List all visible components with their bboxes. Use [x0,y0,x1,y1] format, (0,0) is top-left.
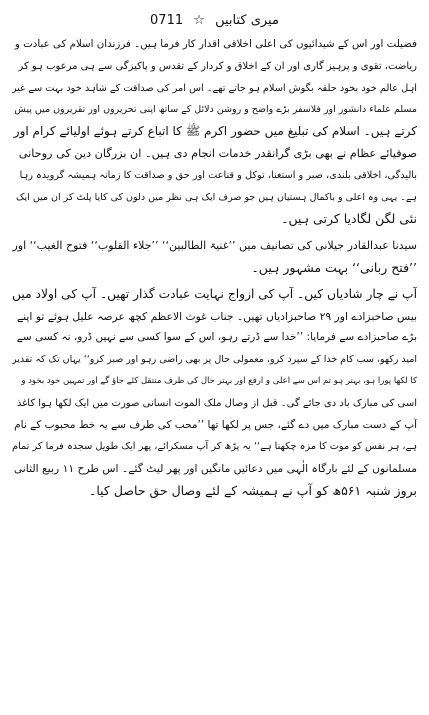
header-title: میری کتابیں [215,13,279,28]
text-line: بڑے صاحبزادے سے فرمایا: ’’خدا سے ڈرتے رہو، اس کے سوا کسی سے نہیں ڈرو، نہ کسی سے [16,331,417,344]
text-line: کرتے ہیں۔ اسلام کی تبلیغ میں حضور اکرم ﷺ کا اتباع کرتے ہوئے اولیائے کرام اور [13,124,417,139]
text-line: سیدنا عبدالقادر جیلانی کی تصانیف میں ’’غنیۃ الطالبین‘‘ ’’جلاء القلوب‘‘ فتوح الغیب‘‘ اور [12,239,417,253]
page-number: 0711 [150,13,184,28]
text-line: مسلم علماء دانشور اور فلاسفر بڑے واضح و روشن دلائل کے ساتھ اپنی تحریروں اور تقریروں میں پیش [14,104,417,116]
text-line: بالیدگی، اخلاقی بلندی، صبر و استغنا، توکل و قناعت اور حق و صداقت کا زمانہ ہمیشہ گرویدہ رہا [19,169,417,181]
star-icon: ☆ [193,13,205,28]
text-line: کا لکھا پورا ہو، بہتر ہو تم اس سے اعلی و ارفع اور بہتر حال کی طرف منتقل کئے جاؤ گے اور تمہیں خود بخود و [21,375,417,386]
text-line: صوفیائے عظام نے بھی بڑی گرانقدر خدمات انجام دی ہیں۔ ان بزرگان دین کی روحانی [18,146,417,160]
text-line: آپ کے دست مبارک میں دے گئے، جس پر لکھا تھا ’’محب کی طرف سے یہ خط محبوب کے نام [14,418,417,431]
text-line: فضیلت اور اس کے شیدائیوں کی اعلی اخلاقی اقدار کار فرما ہیں۔ فرزندان اسلام کی عبادت و [14,38,417,50]
text-line: بروز شنبہ ۵۶۱ھ کو آپ نے ہمیشہ کے لئے وصال حق حاصل کیا۔ [89,482,417,498]
text-line: نئی لگن لگادیا کرتی ہیں۔ [281,211,417,227]
paragraph-1 [12,34,417,230]
text-line: اسی کی مبارک باد دی جائے گی۔ قبل از وصال ملک الموت انسانی صورت میں ایک لکھا ہوا کاغذ [16,397,417,409]
text-line: مسلمانوں کے لئے بارگاہ الٰہی میں دعائیں مانگیں اور پھر لیٹ گئے۔ اس طرح ۱۱ ربیع الثانی [13,462,417,476]
text-line: ہے۔ یہی وہ اعلی و باکمال ہستیاں ہیں جو صرف ایک ہی نظر میں دلوں کی کایا پلٹ کر ان میں ایک [16,191,417,203]
text-line: ’’فتح ربانی‘‘ بہت مشہور ہیں۔ [251,259,417,275]
text-line: ہے، ہر نفس کو موت کا مزہ چکھنا ہے‘‘ یہ پڑھ کر آپ مسکرائے، پھر ایک طویل سجدہ فرما کر تمام [12,441,417,453]
text-line: ریاضت، تقوی و پرہیز گاری اور ان کے اخلاق و کردار کے تقدس و پاکیزگی سے ہی مرعوب ہو کر [18,60,417,72]
page-header [12,12,417,30]
paragraph-2 [12,235,417,279]
text-line: اہل عالم خود بخود حلقہ بگوش اسلام ہو جاتے تھے۔ اس امر کی صداقت کے شاہد خود بہت سے غیر [12,82,417,94]
paragraph-3 [12,284,417,502]
text-line: آپ نے چار شادیاں کیں۔ آپ کی ازواج نہایت عبادت گذار تھیں۔ آپ کی اولاد میں [12,286,417,301]
text-line: امید رکھو، سب کام خدا کے سپرد کرو، معمولی حال پر بھی راضی رہو اور صبر کرو‘‘ یہاں تک کہ تقدیر [12,354,417,366]
text-line: بیس صاحبزادے اور ۲۹ صاحبزادیاں تھیں۔ جناب غوث الاعظم کچھ عرصہ علیل ہوئے تو اپنے [16,309,417,323]
